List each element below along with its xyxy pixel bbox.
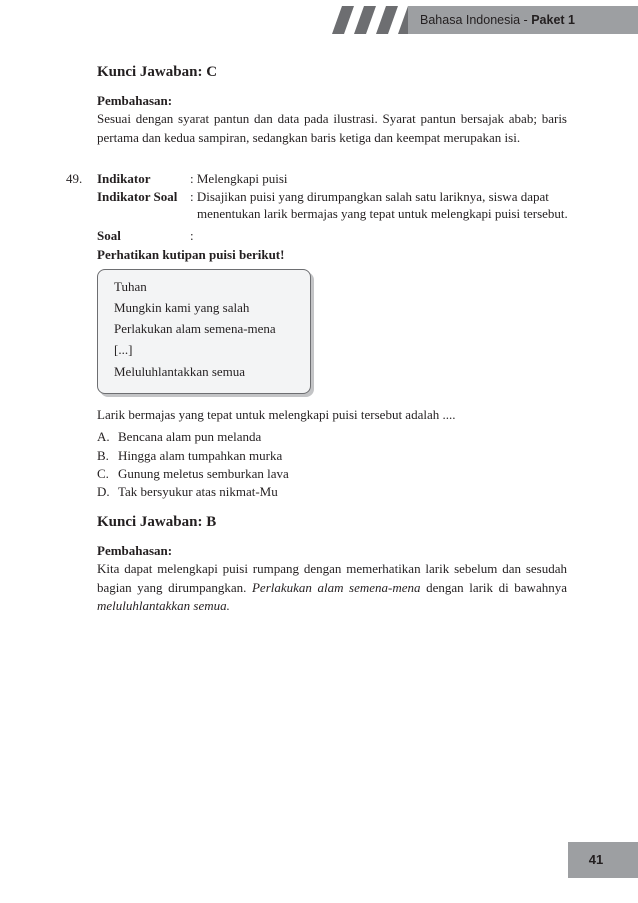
option-letter: B. <box>97 448 109 463</box>
option-text: Bencana alam pun melanda <box>118 429 262 444</box>
poem-line: Mungkin kami yang salah <box>114 300 250 315</box>
header-title: Bahasa Indonesia - Paket 1 <box>420 13 575 27</box>
question-text: Larik bermajas yang tepat untuk melengkapi puisi tersebut adalah .... <box>97 407 456 422</box>
discussion-line: meluluhlantakkan semua. <box>97 598 230 613</box>
indikator-soal-line: menentukan larik bermajas yang tepat untuk melengkapi puisi tersebut. <box>197 206 568 221</box>
option-text: Hingga alam tumpahkan murka <box>118 448 283 463</box>
instruction: Perhatikan kutipan puisi berikut! <box>97 247 285 262</box>
prev-discussion-label: Pembahasan: <box>97 93 173 108</box>
poem-line: Perlakukan alam semena-mena <box>114 321 276 336</box>
page-number: 41 <box>588 852 604 867</box>
discussion-text <box>97 560 567 616</box>
option-letter: D. <box>97 484 110 499</box>
option-text: Tak bersyukur atas nikmat-Mu <box>118 484 278 499</box>
soal-label: Soal <box>97 228 121 243</box>
prev-discussion-text <box>97 110 567 147</box>
soal-colon: : <box>190 228 194 243</box>
indikator-soal-line: : Disajikan puisi yang dirumpangkan salah satu lariknya, siswa dapat <box>190 189 549 204</box>
question-number: 49. <box>66 171 83 186</box>
discussion-label: Pembahasan: <box>97 543 173 558</box>
poem-line: Meluluhlantakkan semua <box>114 364 246 379</box>
discussion-line: bagian yang dirumpangkan. Perlakukan alam semena-mena dengan larik di bawahnya <box>97 579 567 595</box>
header-stripes-decoration <box>320 6 420 34</box>
option-text: Gunung meletus semburkan lava <box>118 466 289 481</box>
prev-answer-key: Kunci Jawaban: C <box>97 64 218 80</box>
indikator-value: : Melengkapi puisi <box>190 171 288 186</box>
poem-line: Tuhan <box>114 279 147 294</box>
prev-discussion-line: pertama dan kedua sampiran, sedangkan baris ketiga dan keempat merupakan isi. <box>97 129 521 145</box>
indikator-soal-label: Indikator Soal <box>97 189 178 204</box>
poem-line: [...] <box>114 342 133 357</box>
discussion-line: Kita dapat melengkapi puisi rumpang dengan memerhatikan larik sebelum dan sesudah <box>97 561 567 576</box>
option-letter: A. <box>97 429 110 444</box>
option-letter: C. <box>97 466 109 481</box>
prev-discussion-line: Sesuai dengan syarat pantun dan data pada ilustrasi. Syarat pantun bersajak abab; baris <box>97 111 567 126</box>
answer-key: Kunci Jawaban: B <box>97 514 217 530</box>
indikator-label: Indikator <box>97 171 151 186</box>
